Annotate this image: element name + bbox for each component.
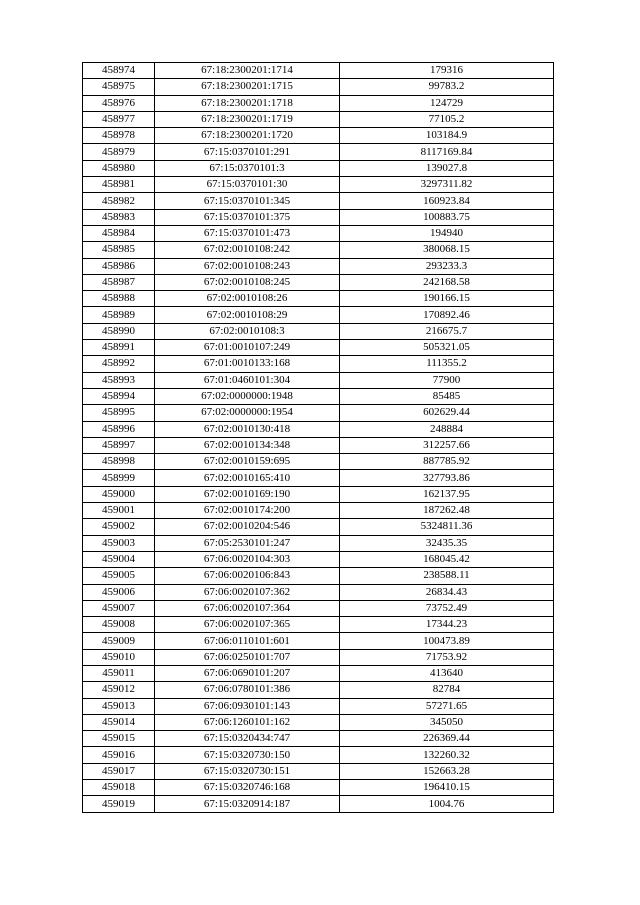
value-cell: 196410.15 [340,780,554,796]
row-number-cell: 458984 [83,225,155,241]
cadastral-number-cell: 67:01:0460101:304 [155,372,340,388]
cadastral-number-cell: 67:02:0010174:200 [155,503,340,519]
row-number-cell: 458977 [83,111,155,127]
value-cell: 327793.86 [340,470,554,486]
value-cell: 248884 [340,421,554,437]
value-cell: 99783.2 [340,79,554,95]
table-row [83,274,554,290]
cadastral-number-cell: 67:02:0010204:546 [155,519,340,535]
value-cell: 602629.44 [340,405,554,421]
cadastral-number-cell: 67:05:2530101:247 [155,535,340,551]
table-row [83,503,554,519]
value-cell: 5324811.36 [340,519,554,535]
row-number-cell: 458989 [83,307,155,323]
row-number-cell: 458992 [83,356,155,372]
table-row [83,372,554,388]
cadastral-number-cell: 67:02:0010108:245 [155,274,340,290]
cadastral-number-cell: 67:06:0250101:707 [155,649,340,665]
row-number-cell: 458981 [83,177,155,193]
table-row [83,780,554,796]
table-row [83,568,554,584]
cadastral-number-cell: 67:02:0010134:348 [155,437,340,453]
row-number-cell: 458978 [83,128,155,144]
value-cell: 242168.58 [340,274,554,290]
row-number-cell: 458995 [83,405,155,421]
row-number-cell: 459015 [83,731,155,747]
row-number-cell: 458996 [83,421,155,437]
value-cell: 73752.49 [340,600,554,616]
value-cell: 226369.44 [340,731,554,747]
value-cell: 152663.28 [340,763,554,779]
table-row [83,405,554,421]
value-cell: 216675.7 [340,323,554,339]
cadastral-number-cell: 67:15:0370101:345 [155,193,340,209]
cadastral-number-cell: 67:06:0020107:362 [155,584,340,600]
row-number-cell: 458987 [83,274,155,290]
value-cell: 132260.32 [340,747,554,763]
table-row [83,551,554,567]
table-row [83,600,554,616]
cadastral-number-cell: 67:02:0000000:1948 [155,388,340,404]
value-cell: 57271.65 [340,698,554,714]
table-row [83,340,554,356]
table-row [83,470,554,486]
table-row [83,225,554,241]
row-number-cell: 458974 [83,63,155,79]
row-number-cell: 458985 [83,242,155,258]
cadastral-number-cell: 67:06:1260101:162 [155,714,340,730]
row-number-cell: 459000 [83,486,155,502]
cadastral-number-cell: 67:02:0010108:243 [155,258,340,274]
cadastral-number-cell: 67:18:2300201:1718 [155,95,340,111]
row-number-cell: 458999 [83,470,155,486]
cadastral-number-cell: 67:06:0690101:207 [155,665,340,681]
value-cell: 77900 [340,372,554,388]
value-cell: 32435.35 [340,535,554,551]
row-number-cell: 459001 [83,503,155,519]
row-number-cell: 459013 [83,698,155,714]
value-cell: 887785.92 [340,454,554,470]
row-number-cell: 459002 [83,519,155,535]
cadastral-number-cell: 67:15:0370101:291 [155,144,340,160]
cadastral-number-cell: 67:06:0020106:843 [155,568,340,584]
table-row [83,682,554,698]
row-number-cell: 458990 [83,323,155,339]
row-number-cell: 459009 [83,633,155,649]
row-number-cell: 458976 [83,95,155,111]
cadastral-number-cell: 67:01:0010133:168 [155,356,340,372]
value-cell: 170892.46 [340,307,554,323]
value-cell: 26834.43 [340,584,554,600]
cadastral-number-cell: 67:01:0010107:249 [155,340,340,356]
table-row [83,144,554,160]
value-cell: 168045.42 [340,551,554,567]
value-cell: 413640 [340,665,554,681]
row-number-cell: 458982 [83,193,155,209]
value-cell: 293233.3 [340,258,554,274]
cadastral-number-cell: 67:06:0020107:364 [155,600,340,616]
row-number-cell: 458998 [83,454,155,470]
table-row [83,258,554,274]
table-row [83,584,554,600]
row-number-cell: 458975 [83,79,155,95]
row-number-cell: 458991 [83,340,155,356]
row-number-cell: 459010 [83,649,155,665]
table-row [83,763,554,779]
value-cell: 8117169.84 [340,144,554,160]
table-row [83,454,554,470]
row-number-cell: 458983 [83,209,155,225]
table-row [83,63,554,79]
cadastral-number-cell: 67:02:0010108:29 [155,307,340,323]
value-cell: 187262.48 [340,503,554,519]
value-cell: 3297311.82 [340,177,554,193]
cadastral-number-cell: 67:06:0020104:303 [155,551,340,567]
cadastral-number-cell: 67:06:0780101:386 [155,682,340,698]
row-number-cell: 459011 [83,665,155,681]
cadastral-number-cell: 67:06:0020107:365 [155,617,340,633]
table-row [83,160,554,176]
table-row [83,388,554,404]
value-cell: 179316 [340,63,554,79]
value-cell: 111355.2 [340,356,554,372]
table-row [83,291,554,307]
cadastral-number-cell: 67:02:0010130:418 [155,421,340,437]
cadastral-number-cell: 67:15:0320746:168 [155,780,340,796]
cadastral-number-cell: 67:15:0370101:375 [155,209,340,225]
table-row [83,731,554,747]
value-cell: 345050 [340,714,554,730]
cadastral-number-cell: 67:02:0010108:26 [155,291,340,307]
value-cell: 160923.84 [340,193,554,209]
value-cell: 238588.11 [340,568,554,584]
cadastral-number-cell: 67:06:0930101:143 [155,698,340,714]
value-cell: 505321.05 [340,340,554,356]
table-row [83,356,554,372]
value-cell: 124729 [340,95,554,111]
value-cell: 190166.15 [340,291,554,307]
value-cell: 71753.92 [340,649,554,665]
cadastral-number-cell: 67:18:2300201:1719 [155,111,340,127]
table-row [83,323,554,339]
cadastral-number-cell: 67:02:0010165:410 [155,470,340,486]
row-number-cell: 459018 [83,780,155,796]
value-cell: 100473.89 [340,633,554,649]
cadastral-number-cell: 67:18:2300201:1715 [155,79,340,95]
cadastral-number-cell: 67:15:0320730:150 [155,747,340,763]
table-body [83,63,554,813]
cadastral-number-cell: 67:15:0320730:151 [155,763,340,779]
cadastral-number-cell: 67:15:0370101:30 [155,177,340,193]
table-row [83,665,554,681]
row-number-cell: 459003 [83,535,155,551]
row-number-cell: 458988 [83,291,155,307]
row-number-cell: 459008 [83,617,155,633]
table-row [83,486,554,502]
value-cell: 85485 [340,388,554,404]
value-cell: 312257.66 [340,437,554,453]
row-number-cell: 459012 [83,682,155,698]
table-row [83,649,554,665]
cadastral-number-cell: 67:15:0320434:747 [155,731,340,747]
table-row [83,307,554,323]
row-number-cell: 458993 [83,372,155,388]
row-number-cell: 458986 [83,258,155,274]
table-row [83,421,554,437]
table-row [83,535,554,551]
table-row [83,617,554,633]
table-row [83,95,554,111]
table-row [83,437,554,453]
cadastral-number-cell: 67:02:0000000:1954 [155,405,340,421]
cadastral-number-cell: 67:15:0320914:187 [155,796,340,812]
table-row [83,128,554,144]
value-cell: 162137.95 [340,486,554,502]
table-row [83,796,554,812]
value-cell: 100883.75 [340,209,554,225]
table-row [83,177,554,193]
value-cell: 194940 [340,225,554,241]
cadastral-number-cell: 67:02:0010108:242 [155,242,340,258]
table-row [83,698,554,714]
table-row [83,519,554,535]
row-number-cell: 459016 [83,747,155,763]
value-cell: 82784 [340,682,554,698]
row-number-cell: 458997 [83,437,155,453]
cadastral-number-cell: 67:02:0010159:695 [155,454,340,470]
value-cell: 139027.8 [340,160,554,176]
table-row [83,242,554,258]
table-row [83,111,554,127]
table-row [83,79,554,95]
row-number-cell: 459017 [83,763,155,779]
cadastral-number-cell: 67:02:0010169:190 [155,486,340,502]
data-table [82,62,554,813]
table-row [83,747,554,763]
cadastral-number-cell: 67:18:2300201:1714 [155,63,340,79]
cadastral-number-cell: 67:15:0370101:3 [155,160,340,176]
cadastral-number-cell: 67:06:0110101:601 [155,633,340,649]
table-row [83,714,554,730]
table-row [83,209,554,225]
row-number-cell: 459004 [83,551,155,567]
row-number-cell: 459006 [83,584,155,600]
table-row [83,633,554,649]
cadastral-number-cell: 67:18:2300201:1720 [155,128,340,144]
value-cell: 17344.23 [340,617,554,633]
table-row [83,193,554,209]
row-number-cell: 458980 [83,160,155,176]
row-number-cell: 459014 [83,714,155,730]
cadastral-number-cell: 67:02:0010108:3 [155,323,340,339]
row-number-cell: 458994 [83,388,155,404]
row-number-cell: 459007 [83,600,155,616]
value-cell: 77105.2 [340,111,554,127]
value-cell: 1004.76 [340,796,554,812]
row-number-cell: 459019 [83,796,155,812]
row-number-cell: 459005 [83,568,155,584]
cadastral-number-cell: 67:15:0370101:473 [155,225,340,241]
row-number-cell: 458979 [83,144,155,160]
value-cell: 380068.15 [340,242,554,258]
value-cell: 103184.9 [340,128,554,144]
